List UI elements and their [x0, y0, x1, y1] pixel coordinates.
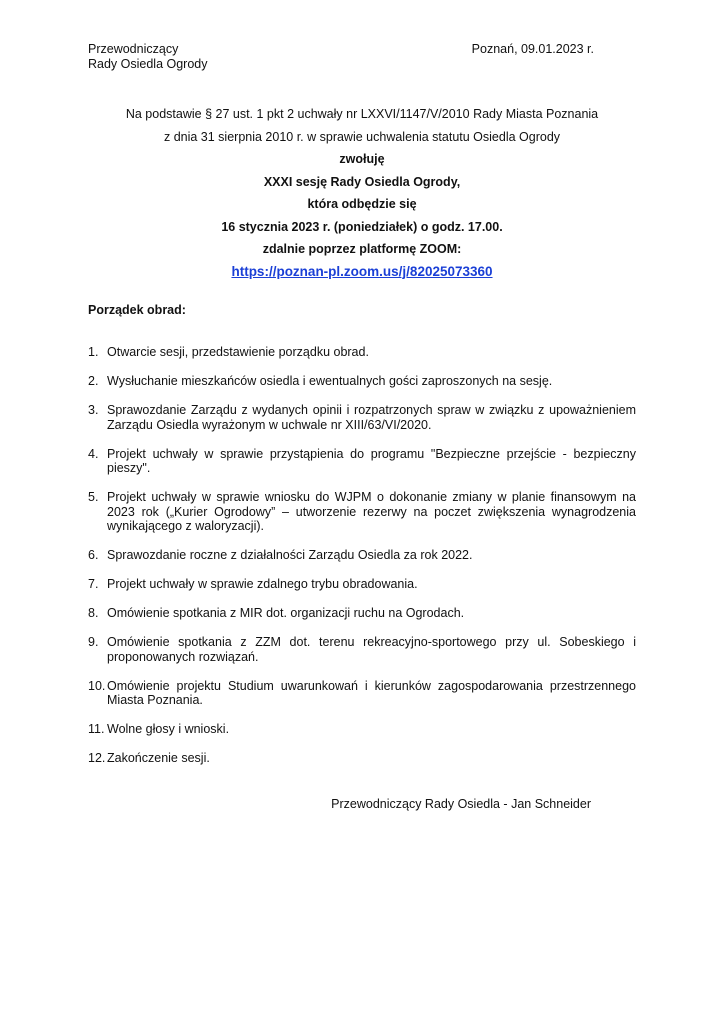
agenda-item-text: Omówienie spotkania z MIR dot. organizacji ruchu na Ogrodach. [107, 606, 465, 620]
agenda-item-number: 11. [88, 722, 105, 736]
agenda-item [88, 548, 636, 563]
legal-basis-line-1: Na podstawie § 27 ust. 1 pkt 2 uchwały nr LXXVI/1147/V/2010 Rady Miasta Poznania [125, 107, 599, 121]
legal-basis-line-2: z dnia 31 sierpnia 2010 r. w sprawie uchwalenia statutu Osiedla Ogrody [163, 129, 561, 144]
zoom-link[interactable]: https://poznan-pl.zoom.us/j/82025073360 [231, 263, 493, 279]
agenda-item-number: 2. [88, 374, 99, 388]
place-date: Poznań, 09.01.2023 r. [471, 42, 594, 56]
agenda-item [88, 403, 636, 432]
agenda-item-number: 4. [88, 446, 99, 461]
agenda-item-text: Wysłuchanie mieszkańców osiedla i ewentualnych gości zaproszonych na sesję. [107, 374, 553, 388]
agenda-item-number: 8. [88, 606, 99, 620]
agenda-item-number: 9. [88, 635, 99, 649]
agenda-item-number: 10. [88, 678, 106, 693]
agenda-item-text: Projekt uchwały w sprawie wniosku do WJPM o dokonanie zmiany w planie finansowym na 2023 rok („Kurier Ogrodowy” – utworzenie rezerwy na poczet zwiększenia wynagrodzenia wynikającego z waloryzacji). [107, 490, 636, 533]
agenda-item-text: Omówienie spotkania z ZZM dot. terenu rekreacyjno-sportowego przy ul. Sobeskiego i proponowanych rozwiązań. [107, 635, 636, 664]
agenda-item-number: 7. [88, 577, 99, 591]
agenda-item-number: 3. [88, 403, 99, 417]
agenda-list [88, 345, 636, 780]
agenda-item-text: Sprawozdanie roczne z działalności Zarządu Osiedla za rok 2022. [107, 548, 473, 562]
remote-info: zdalnie poprzez platformę ZOOM: [262, 242, 462, 256]
session-datetime: 16 stycznia 2023 r. (poniedziałek) o godz. 17.00. [221, 219, 503, 234]
session-name: XXXI sesję Rady Osiedla Ogrody, [263, 174, 461, 189]
agenda-item-number: 1. [88, 345, 99, 359]
agenda-item [88, 577, 636, 592]
agenda-item [88, 751, 636, 766]
agenda-item-number: 12. [88, 751, 106, 765]
agenda-item-text: Wolne głosy i wnioski. [107, 722, 230, 736]
agenda-item [88, 447, 636, 476]
agenda-item [88, 635, 636, 664]
agenda-title: Porządek obrad: [88, 303, 186, 317]
agenda-item [88, 345, 636, 360]
author-council: Rady Osiedla Ogrody [88, 57, 208, 71]
agenda-item [88, 722, 636, 737]
convene-text: zwołuję [339, 152, 385, 166]
agenda-item-number: 5. [88, 490, 99, 504]
agenda-item [88, 374, 636, 389]
agenda-item [88, 490, 636, 534]
convocation-notice [88, 103, 636, 283]
document-author [88, 42, 208, 72]
agenda-item-text: Projekt uchwały w sprawie zdalnego trybu obradowania. [107, 577, 418, 591]
agenda-item-number: 6. [88, 548, 99, 562]
agenda-item-text: Sprawozdanie Zarządu z wydanych opinii i rozpatrzonych spraw w związku z upoważnieniem Zarządu Osiedla wyrażonym w uchwale nr XIII/63/VI/2020. [107, 403, 636, 432]
agenda-item-text: Projekt uchwały w sprawie przystąpienia do programu "Bezpieczne przejście - bezpieczny pieszy". [107, 446, 636, 475]
agenda-item-text: Otwarcie sesji, przedstawienie porządku obrad. [107, 345, 369, 359]
agenda-item-text: Zakończenie sesji. [107, 751, 210, 765]
agenda-item [88, 679, 636, 708]
will-take-place-text: która odbędzie się [307, 197, 417, 211]
agenda-item [88, 606, 636, 621]
signature: Przewodniczący Rady Osiedla - Jan Schneider [331, 797, 591, 811]
author-title: Przewodniczący [88, 42, 179, 56]
agenda-item-text: Omówienie projektu Studium uwarunkowań i kierunków zagospodarowania przestrzennego Miasta Poznania. [107, 678, 636, 707]
